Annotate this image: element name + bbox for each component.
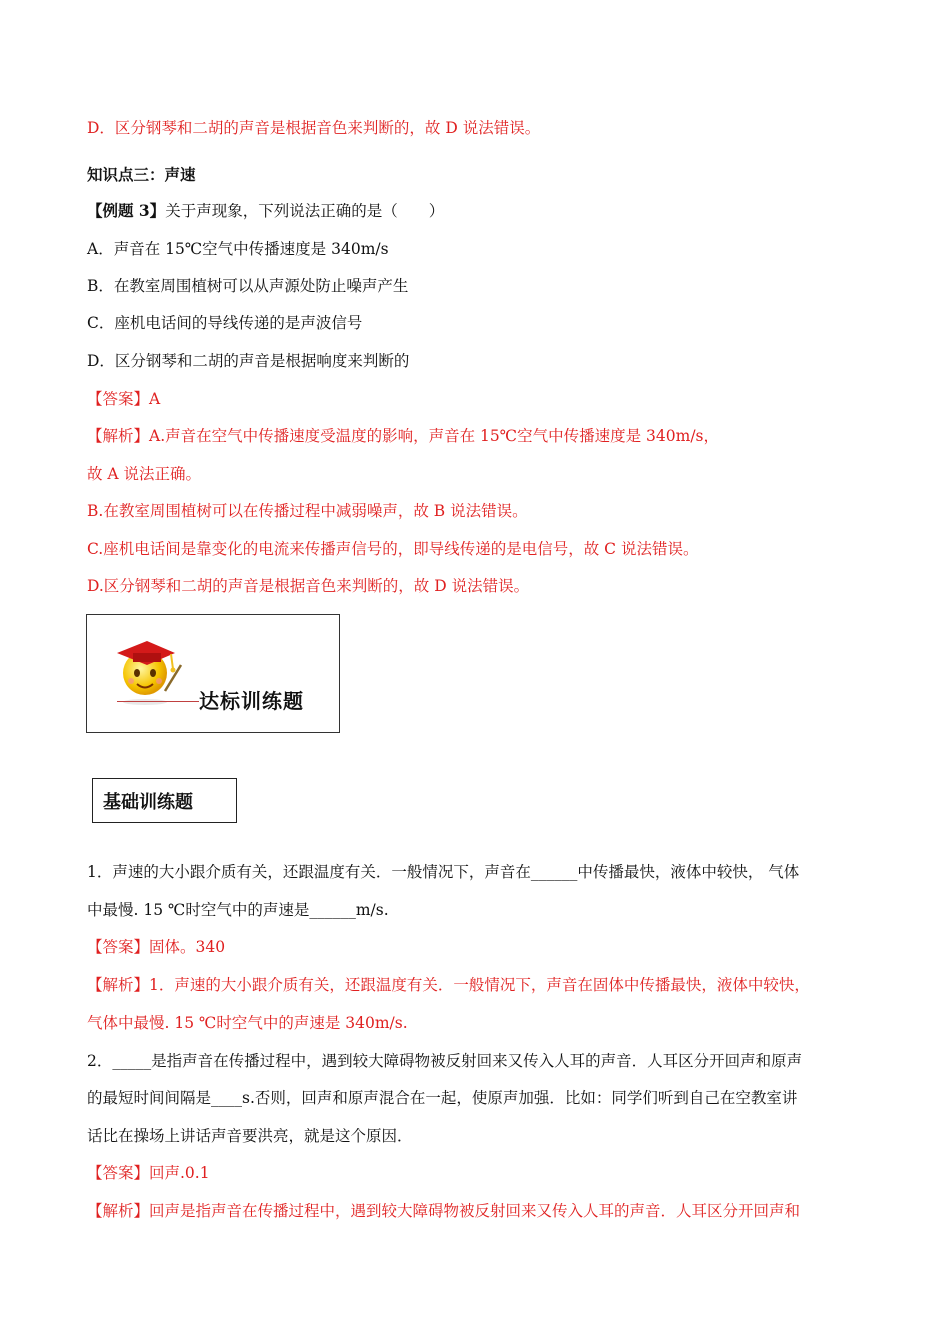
- banner-title: 达标训练题: [199, 689, 304, 713]
- analysis-2-line-1: 【解析】回声是指声音在传播过程中，遇到较大障碍物被反射回来又传入人耳的声音．人耳区分开回声和: [87, 1202, 801, 1220]
- answer-3: 【答案】A: [87, 390, 161, 408]
- option-a: A．声音在 15℃空气中传播速度是 340m/s: [87, 240, 389, 258]
- basic-training-heading-text: 基础训练题: [103, 792, 193, 813]
- banner-underline: [117, 701, 199, 702]
- analysis-3-line-3: B.在教室周围植树可以在传播过程中减弱噪声，故 B 说法错误。: [87, 502, 528, 520]
- basic-training-heading: [92, 778, 237, 823]
- analysis-1-line-2: 气体中最慢. 15 ℃时空气中的声速是 340m/s.: [87, 1014, 408, 1032]
- answer-2: 【答案】回声.0.1: [87, 1164, 210, 1182]
- answer-1: 【答案】固体。340: [87, 938, 226, 956]
- question-1-line-2: 中最慢. 15 ℃时空气中的声速是______m/s.: [87, 901, 389, 919]
- example-3-question: [87, 201, 444, 221]
- analysis-1-line-1: 【解析】1．声速的大小跟介质有关，还跟温度有关．一般情况下，声音在固体中传播最快，液体中较快，: [87, 976, 810, 994]
- option-b: B．在教室周围植树可以从声源处防止噪声产生: [87, 277, 409, 295]
- analysis-3-line-5: D.区分钢琴和二胡的声音是根据音色来判断的，故 D 说法错误。: [87, 577, 530, 595]
- question-1-line-1: 1．声速的大小跟介质有关，还跟温度有关．一般情况下，声音在______中传播最快，液体中较快， 气体: [87, 863, 800, 881]
- analysis-3-line-2: 故 A 说法正确。: [87, 465, 202, 483]
- training-banner: [86, 614, 340, 733]
- knowledge-point-heading: 知识点三：声速: [87, 165, 196, 184]
- analysis-3-line-4: C.座机电话间是靠变化的电流来传播声信号的，即导线传递的是电信号，故 C 说法错误。: [87, 540, 699, 558]
- option-c: C．座机电话间的导线传递的是声波信号: [87, 314, 363, 332]
- question-2-line-3: 话比在操场上讲话声音要洪亮，就是这个原因．: [87, 1127, 413, 1145]
- example-question-text: 关于声现象，下列说法正确的是（ ）: [165, 202, 445, 220]
- analysis-3-line-1: 【解析】A.声音在空气中传播速度受温度的影响，声音在 15℃空气中传播速度是 340m/s，: [87, 427, 719, 445]
- question-2-line-1: 2．_____是指声音在传播过程中，遇到较大障碍物被反射回来又传入人耳的声音．人耳区分开回声和原声: [87, 1052, 803, 1070]
- graduate-smiley-icon: [109, 629, 189, 709]
- option-d: D．区分钢琴和二胡的声音是根据响度来判断的: [87, 352, 410, 370]
- example-tag: 【例题 3】: [87, 201, 166, 220]
- analysis-line-d-prev: D．区分钢琴和二胡的声音是根据音色来判断的，故 D 说法错误。: [87, 119, 541, 137]
- question-2-line-2: 的最短时间间隔是____s.否则，回声和原声混合在一起，使原声加强．比如：同学们听到自己在空教室讲: [87, 1089, 798, 1107]
